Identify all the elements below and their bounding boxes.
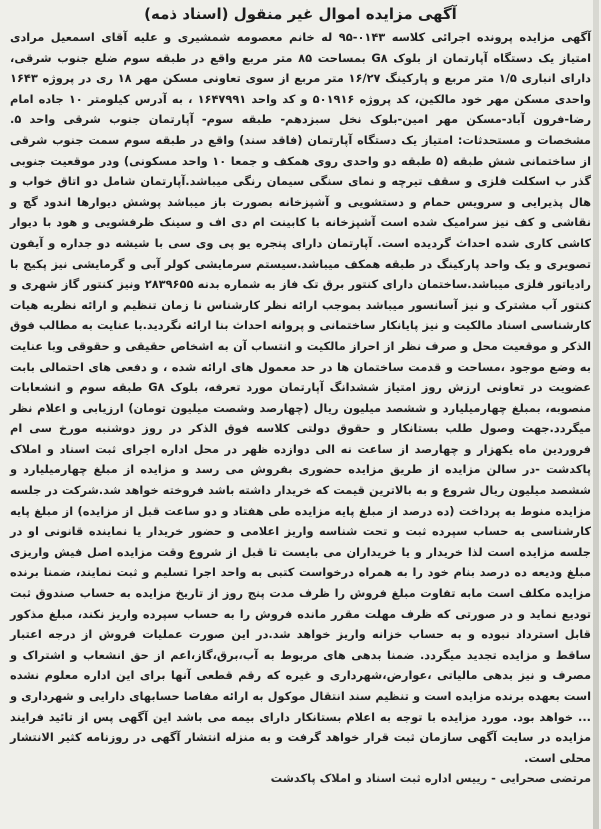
notice-title: آگهی مزایده اموال غیر منقول (اسناد ذمه) — [144, 5, 457, 23]
notice-signature: مرتضی صحرایی - رییس اداره ثبت اسناد و املاک پاکدشت — [270, 771, 591, 786]
notice-body: آگهی مزایده پرونده اجرائی کلاسه ۰۱۴۳-۹۵ له خانم معصومه شمشیری و علیه آقای اسمعیل مرادی امتیاز یک دستگاه آپارتمان از بلوک G۸ بمساحت ۸۵ متر مربع واقع در طبقه سوم ضلع جنوب شرقی، دارای انباری ۱/۵ متر مربع و پارکینگ ۱۶/۲۷ متر مربع از سوی تعاونی مسکن مهر ۱۸ ری در پروژه ۱۶۴۳ واحدی مسکن مهر خود مالکین، کد پروژه ۵۰۱۹۱۶ و کد واحد ۱۶۴۷۹۹۱ ، به آدرس کیلومتر ۱۰ جاده امام رضا-فرون آباد-مسکن مهر امین-بلوک نخل سبزدهم- طبقه سوم- آپارتمان جنوب شرقی واحد ۵. مشخصات و مستحدثات: امتیاز یک دستگاه آپارتمان (فاقد سند) واقع در طبقه سوم سمت جنوب شرقی از ساختمانی شش طبقه (۵ طبقه دو واحدی روی همکف و جمعا ۱۰ واحد مسکونی) ودر موقعیت جنوبی گذر ب اسکلت فلزی و سقف تیرچه و نمای سنگی سیمان رنگی میباشد.آپارتمان شامل دو اتاق خواب و هال پذیرایی و سرویس حمام و دستشویی و آشپزخانه بصورت باز میباشد پوشش دیوارها اندود گچ و نقاشی و کف نیز سرامیک شده است آشپزخانه با کابینت ام دی اف و سینک ظرفشویی و هود با دیوار کاشی کاری شده احداث گردیده است. آپارتمان دارای پنجره یو پی وی سی با شیشه دو جداره و آیفون تصویری و یک واحد پارکینگ در طبقه همکف میباشد.سیستم سرمایشی کولر آبی و گرمایشی نیز پکیج با رادیاتور فلزی میباشد.ساختمان دارای کنتور برق تک فاز به شماره بدنه ۲۸۳۹۶۵۵ ونیز کنتور گاز شهری و کنتور آب مشترک و نیز آسانسور میباشد بموجب ارائه نظر کارشناس نا زمان تنظیم و ارائه نظریه هیات کارشناسی اسناد مالکیت و نیز پایانکار ساختمانی و پروانه احداث بنا ارائه نگردید.با عنایت به مطالب فوق الذکر و موقعیت محل و صرف نظر از احراز مالکیت و انتساب آن به اشخاص حقیقی و حقوقی وبا عنایت به وضع موجود ،مساحت و قدمت ساختمان ها در حد معمول های ارائه شده ، و دفعی های احتمالی بابت عضویت در تعاونی ارزش روز امتیاز ششدانگ آپارتمان مورد تعرفه، بلوک G۸ طبقه سوم و انشعابات منصوبه، بمبلغ چهارمیلیارد و ششصد میلیون ریال (چهارصد وشصت میلیون تومان) ارزیابی و اعلام نظر میگردد.جهت وصول طلب بستانکار و حقوق دولتی کلاسه فوق الذکر در روز دوشنبه مورخ سی ام فروردین ماه یکهزار و چهارصد از ساعت نه الی دوازده ظهر در محل اداره اجرای ثبت اسناد و املاک پاکدشت -در سالن مزایده از طریق مزایده حضوری بفروش می رسد و مزایده از مبلغ چهارمیلیارد و ششصد میلیون ریال شروع و به بالاترین قیمت که خریدار داشته باشد فروخته خواهد شد.شرکت در جلسه مزایده منوط به پرداخت (ده درصد از مبلغ پایه مزایده طی هفتاد و دو ساعت قبل از مزایده) از مبلغ پایه کارشناسی به حساب سپرده ثبت و تحت شناسه واریز اعلامی و حضور خریدار یا نماینده قانونی او در جلسه مزایده است لذا خریدار و یا خریداران می بایست تا قبل از شروع وقت مزایده اصل فیش واریزی مبلغ ودیعه ده درصد بنام خود را به همراه درخواست کتبی به واحد اجرا تسلیم و ثبت نمایند، ضمنا برنده مزایده مکلف است مابه تفاوت مبلغ فروش را ظرف مدت پنج روز از تاریخ مزایده به حساب صندوق ثبت تودیع نماید و در صورتی که ظرف مهلت مقرر مانده فروش را به حساب سپرده واریز نکند، مبلغ مذکور قابل استرداد نبوده و به حساب خزانه واریز خواهد شد.در این صورت عملیات فروش از درجه اعتبار ساقط و مزایده تجدید میگردد. ضمنا بدهی های مربوط به آب،برق،گاز،اعم از حق انشعاب و اشتراک و مصرف و نیز بدهی مالیاتی ،عوارض،شهرداری و غیره که رقم قطعی آنها برای این اداره معلوم نشده است بعهده برنده مزایده است و تنظیم سند انتقال موکول به ارائه مفاصا حسابهای دارایی و شهرداری و ... خواهد بود. مورد مزایده با توجه به اعلام بستانکار دارای بیمه می باشد این آگهی پس از تائید فرایند مزایده در سایت آگهی سازمان ثبت قرار خواهد گرفت و به منزله انتشار آگهی در روزنامه کثیر الانتشار محلی است. — [10, 30, 591, 765]
page-edge — [593, 0, 599, 829]
